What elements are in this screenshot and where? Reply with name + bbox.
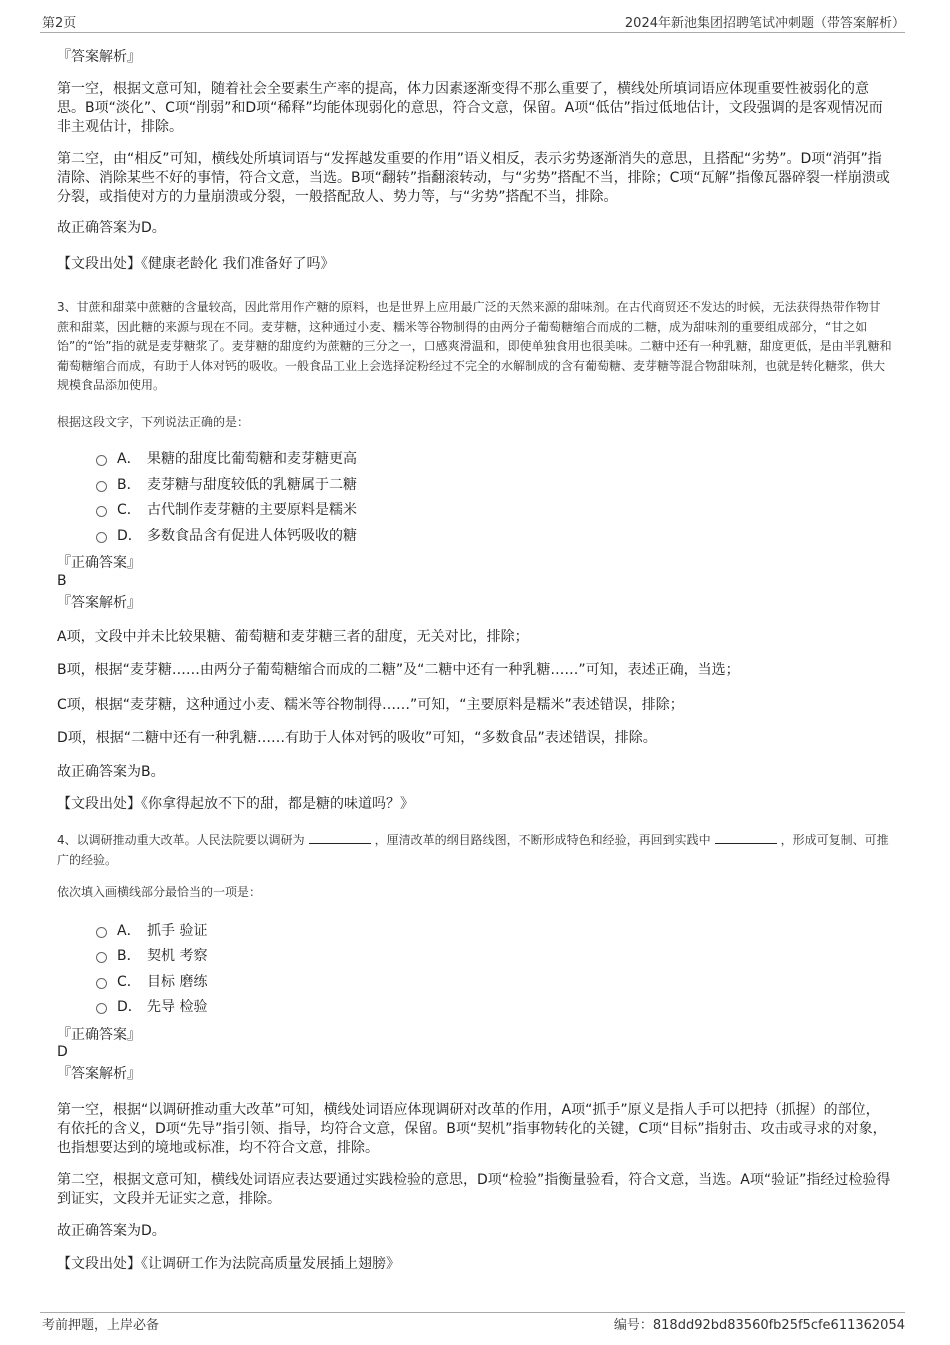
question-3-text: 3、甘蔗和甜菜中蔗糖的含量较高，因此常用作产糖的原料，也是世界上应用最广泛的天然来源的甜味剂。在古代商贸还不发达的时候，无法获得热带作物甘蔗和甜菜，因此糖的来源与现在不同。麦芽糖，这种通过小麦、糯米等谷物制得的由两分子葡萄糖缩合而成的二糖，成为甜味剂的重要组成部分，“甘之如饴”的“饴”指的就是麦芽糖浆了。麦芽糖的甜度约为蔗糖的三分之一，口感爽滑温和，即使单独食用也很美味。二糖中还有一种乳糖，甜度更低，是由半乳糖和葡萄糖缩合而成，有助于人体对钙的吸收。一般食品工业上会选择淀粉经过不完全的水解制成的含有葡萄糖、麦芽糖等混合物甜味剂，也就是转化糖浆，供大规模食品添加使用。	[57, 300, 892, 392]
footer-divider	[40, 1312, 905, 1313]
radio-icon[interactable]	[96, 481, 107, 492]
radio-icon[interactable]	[96, 952, 107, 963]
source: 【文段出处】《让调研工作为法院高质量发展插上翅膀》	[57, 1256, 400, 1272]
analysis-paragraph: 第二空，根据文意可知，横线处词语应表达要通过实践检验的意思，D项“检验”指衡量验看，符合文意，当选。A项“验证”指经过检验得到证实，文段并无证实之意，排除。	[57, 1172, 891, 1207]
question-4-text: 4、以调研推动重大改革。人民法院要以调研为 ，厘清改革的纲目路线图，不断形成特色和经验，再回到实践中 ，形成可复制、可推广的经验。	[57, 833, 889, 867]
radio-icon[interactable]	[96, 927, 107, 938]
document-id: 编号：818dd92bd83560fb25f5cfe611362054	[613, 1318, 905, 1333]
analysis-label: 『答案解析』	[57, 595, 141, 611]
option-b[interactable]: B． 麦芽糖与甜度较低的乳糖属于二糖	[96, 474, 357, 494]
radio-icon[interactable]	[96, 1003, 107, 1014]
analysis-line: D项，根据“二糖中还有一种乳糖……有助于人体对钙的吸收”可知，“多数食品”表述错误，排除。	[57, 730, 657, 746]
option-c[interactable]: C． 目标 磨练	[96, 971, 207, 991]
analysis-line: B项，根据“麦芽糖……由两分子葡萄糖缩合而成的二糖”及“二糖中还有一种乳糖……”可知，表述正确，当选；	[57, 662, 740, 678]
analysis-label: 『答案解析』	[57, 1066, 141, 1082]
header-divider	[40, 32, 905, 33]
conclusion: 故正确答案为D。	[57, 220, 166, 236]
answer: D	[57, 1044, 68, 1060]
option-a[interactable]: A． 抓手 验证	[96, 920, 207, 940]
option-b[interactable]: B． 契机 考察	[96, 945, 207, 965]
answer-label: 『正确答案』	[57, 1027, 141, 1043]
conclusion: 故正确答案为B。	[57, 764, 165, 780]
radio-icon[interactable]	[96, 978, 107, 989]
question-prompt: 根据这段文字，下列说法正确的是：	[57, 415, 250, 429]
footer-slogan: 考前押题，上岸必备	[42, 1318, 160, 1333]
radio-icon[interactable]	[96, 455, 107, 466]
document-title: 2024年新池集团招聘笔试冲刺题（带答案解析）	[624, 16, 905, 31]
answer: B	[57, 573, 67, 589]
analysis-label: 『答案解析』	[57, 49, 141, 65]
radio-icon[interactable]	[96, 532, 107, 543]
question-prompt: 依次填入画横线部分最恰当的一项是：	[57, 885, 262, 899]
radio-icon[interactable]	[96, 506, 107, 517]
source: 【文段出处】《健康老龄化 我们准备好了吗》	[57, 256, 335, 272]
page-number: 第2页	[42, 16, 77, 31]
option-d[interactable]: D． 多数食品含有促进人体钙吸收的糖	[96, 525, 357, 545]
analysis-line: A项，文段中并未比较果糖、葡萄糖和麦芽糖三者的甜度，无关对比，排除；	[57, 629, 529, 645]
analysis-paragraph: 第一空，根据文意可知，随着社会全要素生产率的提高，体力因素逐渐变得不那么重要了，横线处所填词语应体现重要性被弱化的意思。B项“淡化”、C项“削弱”和D项“稀释”均能体现弱化的意思，符合文意，保留。A项“低估”指过低地估计，文段强调的是客观情况而非主观估计，排除。	[57, 81, 883, 135]
conclusion: 故正确答案为D。	[57, 1223, 166, 1239]
answer-label: 『正确答案』	[57, 555, 141, 571]
option-c[interactable]: C． 古代制作麦芽糖的主要原料是糯米	[96, 499, 357, 519]
analysis-line: C项，根据“麦芽糖，这种通过小麦、糯米等谷物制得……”可知，“主要原料是糯米”表述错误，排除；	[57, 697, 684, 713]
blank-1	[309, 843, 371, 844]
analysis-paragraph: 第二空，由“相反”可知，横线处所填词语与“发挥越发重要的作用”语义相反，表示劣势逐渐消失的意思，且搭配“劣势”。D项“消弭”指清除、消除某些不好的事情，符合文意，当选。B项“翻转”指翻滚转动，与“劣势”搭配不当，排除；C项“瓦解”指像瓦器碎裂一样崩溃或分裂，或指使对方的力量崩溃或分裂，一般搭配敌人、势力等，与“劣势”搭配不当，排除。	[57, 151, 890, 205]
option-d[interactable]: D． 先导 检验	[96, 996, 207, 1016]
analysis-paragraph: 第一空，根据“以调研推动重大改革”可知，横线处词语应体现调研对改革的作用，A项“抓手”原义是指人手可以把持（抓握）的部位，有依托的含义，D项“先导”指引领、指导，均符合文意，保留。B项“契机”指事物转化的关键，C项“目标”指射击、攻击或寻求的对象，也指想要达到的境地或标准，均不符合文意，排除。	[57, 1102, 887, 1156]
blank-2	[715, 843, 777, 844]
source: 【文段出处】《你拿得起放不下的甜，都是糖的味道吗？》	[57, 796, 414, 812]
option-a[interactable]: A． 果糖的甜度比葡萄糖和麦芽糖更高	[96, 448, 357, 468]
